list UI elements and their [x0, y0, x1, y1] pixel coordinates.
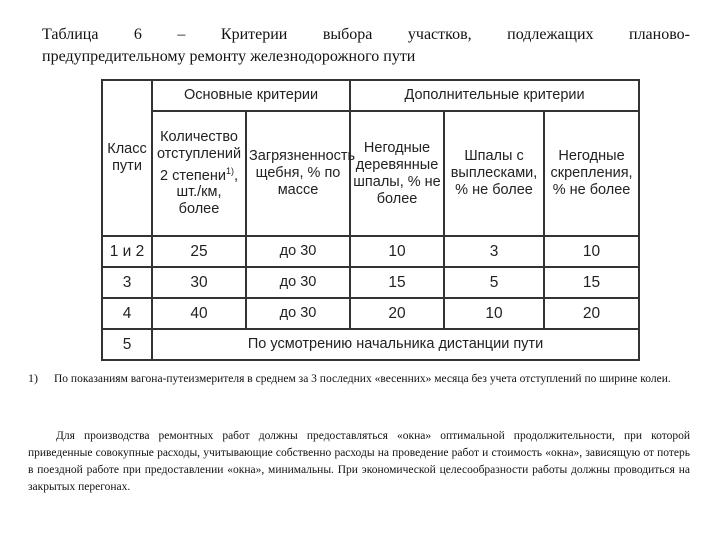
cell-sleepers: 10 — [444, 298, 544, 329]
header-deviations — [152, 111, 246, 236]
table-row — [102, 236, 639, 267]
header-group-extra: Дополнительные критерии — [350, 80, 639, 111]
criteria-table — [101, 79, 640, 361]
cell-class: 4 — [102, 298, 152, 329]
cell-fastenings: 20 — [544, 298, 639, 329]
table-caption-line2: предупредительному ремонту железнодорожного пути — [42, 48, 416, 65]
cell-deviations: 40 — [152, 298, 246, 329]
header-class: Класс пути — [102, 80, 152, 236]
header-deviations-tail: , шт./км, более — [176, 167, 238, 218]
header-deviations-label: Количество отступлений 2 степени — [156, 128, 242, 184]
cell-class: 3 — [102, 267, 152, 298]
footnote-text: По показаниям вагона-путеизмерителя в среднем за 3 последних «весенних» месяца без учета отступлений по ширине колеи. — [54, 373, 671, 385]
table-caption-line1: Таблица 6 – Критерии выбора участков, подлежащих планово- — [42, 26, 690, 43]
cell-contamination: до 30 — [246, 236, 350, 267]
cell-class: 5 — [102, 329, 152, 360]
header-contamination: Загрязненность щебня, % по массе — [246, 111, 350, 236]
footnote-mark: 1) — [28, 371, 38, 385]
table-row — [102, 267, 639, 298]
cell-contamination: до 30 — [246, 298, 350, 329]
cell-discretion: По усмотрению начальника дистанции пути — [152, 329, 639, 360]
cell-fastenings: 15 — [544, 267, 639, 298]
criteria-table-wrap — [101, 79, 638, 359]
cell-deviations: 25 — [152, 236, 246, 267]
cell-deviations: 30 — [152, 267, 246, 298]
header-sleepers-splash: Шпалы с выплесками, % не более — [444, 111, 544, 236]
table-row — [102, 298, 639, 329]
table-row — [102, 329, 639, 360]
header-group-main: Основные критерии — [152, 80, 350, 111]
header-fastenings: Негодные скрепления, % не более — [544, 111, 639, 236]
footnote-ref: 1) — [225, 165, 234, 176]
cell-contamination: до 30 — [246, 267, 350, 298]
cell-wooden: 20 — [350, 298, 444, 329]
cell-sleepers: 3 — [444, 236, 544, 267]
cell-sleepers: 5 — [444, 267, 544, 298]
body-paragraph: Для производства ремонтных работ должны предоставляться «окна» оптимальной продолжительности, при которой приведенные совокупные расходы, учитывающие собственно расходы на проведение работ и стоимость «окна», зависящую от потерь в поездной работе при предоставлении «окна», минимальны. При экономической целесообразности работы должны проводиться на закрытых перегонах. — [28, 430, 690, 493]
cell-wooden: 15 — [350, 267, 444, 298]
cell-class: 1 и 2 — [102, 236, 152, 267]
footnote — [28, 370, 698, 388]
cell-fastenings: 10 — [544, 236, 639, 267]
cell-wooden: 10 — [350, 236, 444, 267]
header-wooden-sleepers: Негодные деревянные шпалы, % не более — [350, 111, 444, 236]
